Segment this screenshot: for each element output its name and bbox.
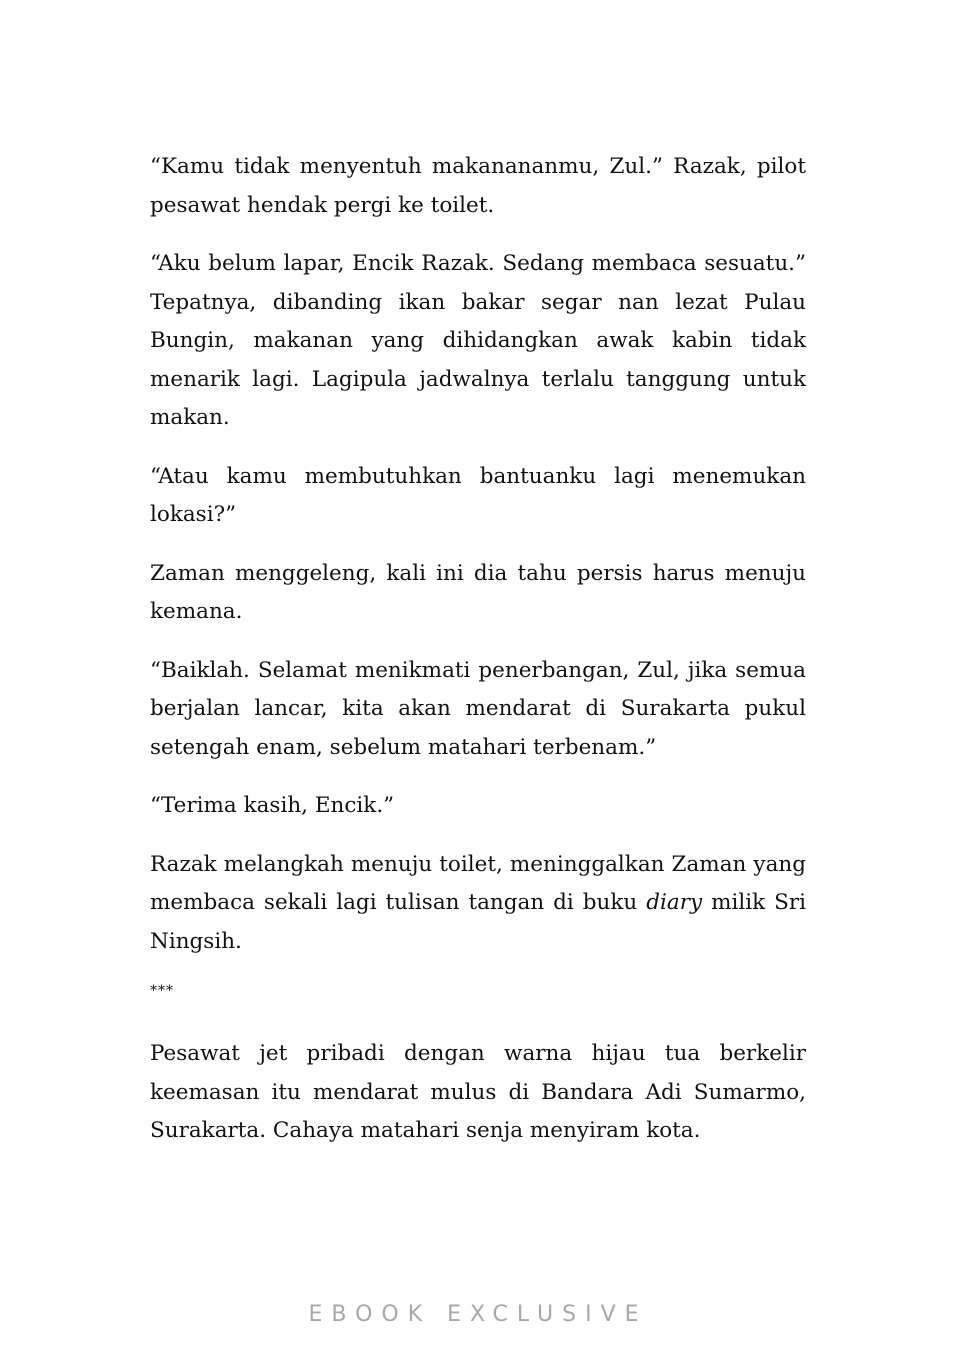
- razak-text-before: Razak melangkah menuju toilet, meninggalkan Zaman yang membaca sekali lagi tulisan tangan di buku: [150, 851, 806, 915]
- paragraph-atau-kamu: “Atau kamu membutuhkan bantuanku lagi menemukan lokasi?”: [150, 463, 806, 527]
- diary-italic-word: diary: [646, 890, 703, 915]
- ebook-exclusive-footer: EBOOK EXCLUSIVE: [308, 1302, 648, 1327]
- paragraph-pesawat-jet: Pesawat jet pribadi dengan warna hijau tua berkelir keemasan itu mendarat mulus di Bandara Adi Sumarmo, Surakarta. Cahaya matahari senja menyiram kota.: [150, 1041, 806, 1143]
- paragraph-baiklah: “Baiklah. Selamat menikmati penerbangan, Zul, jika semua berjalan lancar, kita akan mendarat di Surakarta pukul setengah enam, sebelum matahari terbenam.”: [150, 657, 806, 760]
- paragraph-razak-melangkah: [150, 846, 806, 962]
- razak-text-after: milik Sri Ningsih.: [150, 890, 806, 954]
- paragraph-zaman-menggeleng: Zaman menggeleng, kali ini dia tahu persis harus menuju kemana.: [150, 560, 806, 624]
- body-text: [150, 148, 806, 1171]
- paragraph-aku-belum-lapar: “Aku belum lapar, Encik Razak. Sedang membaca sesuatu.” Tepatnya, dibanding ikan bakar segar nan lezat Pulau Bungin, makanan yang dihidangkan awak kabin tidak menarik lagi. Lagipula jadwalnya terlalu tanggung untuk makan.: [150, 251, 806, 430]
- scene-separator: ***: [150, 983, 174, 999]
- paragraph-terima-kasih: “Terima kasih, Encik.”: [150, 793, 395, 818]
- paragraph-kamu-tidak: “Kamu tidak menyentuh makanananmu, Zul.” Razak, pilot pesawat hendak pergi ke toilet.: [150, 154, 806, 218]
